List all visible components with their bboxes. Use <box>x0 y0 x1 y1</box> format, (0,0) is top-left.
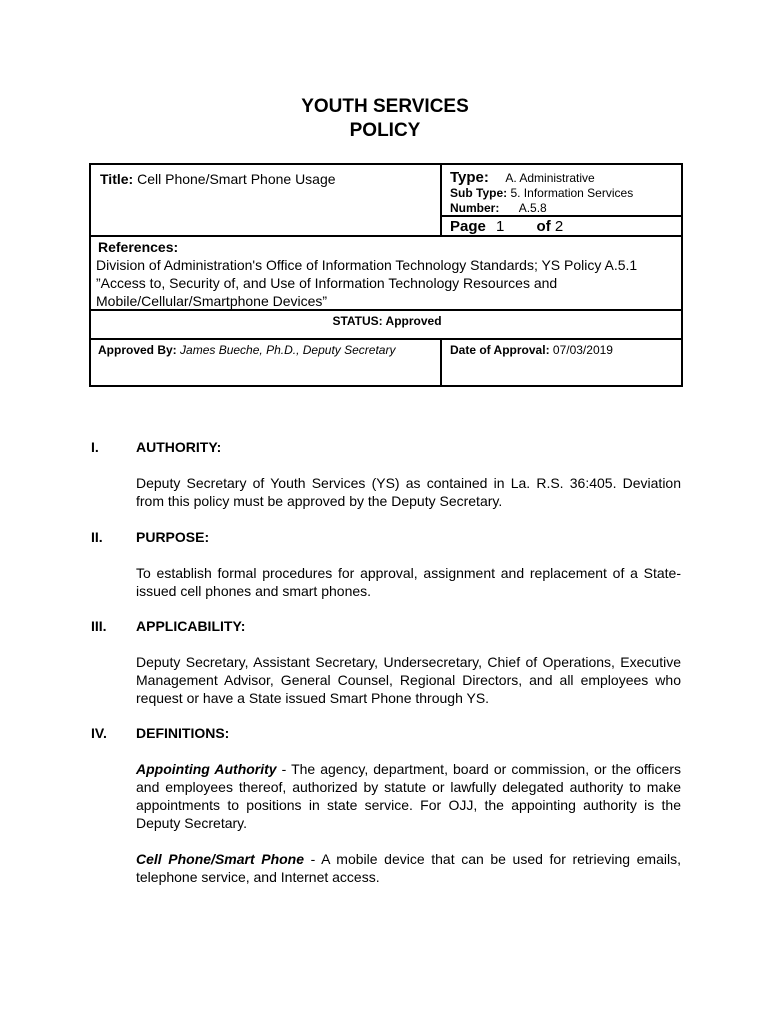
approved-by-field <box>98 343 395 357</box>
number-label: Number: <box>450 201 500 215</box>
definition-term: Cell Phone/Smart Phone <box>136 851 305 867</box>
section-2-text: To establish formal procedures for approval, assignment and replacement of a State-issued cell phones and smart phones. <box>136 565 681 599</box>
page-total: 2 <box>554 218 564 235</box>
subtype-field <box>450 186 633 200</box>
number-field <box>450 201 547 215</box>
number-value: A.5.8 <box>518 201 547 215</box>
page-of-label: of <box>536 218 551 235</box>
document-title-line2: POLICY <box>349 120 421 141</box>
approval-date-value: 07/03/2019 <box>552 343 613 357</box>
title-label: Title: <box>100 171 134 187</box>
definition-appointing-authority <box>136 760 681 832</box>
subtype-label: Sub Type: <box>450 186 508 200</box>
type-field <box>450 169 595 187</box>
definition-cell-phone <box>136 850 681 886</box>
approval-date-label: Date of Approval: <box>450 343 550 357</box>
table-divider-bottom <box>440 340 442 387</box>
section-1-text: Deputy Secretary of Youth Services (YS) as contained in La. R.S. 36:405. Deviation from this policy must be approved by the Deputy Secretary. <box>136 475 681 509</box>
type-value: A. Administrative <box>505 171 595 185</box>
table-divider-top <box>440 165 442 237</box>
policy-header-table <box>89 163 683 387</box>
page-value: 1 <box>496 218 505 235</box>
section-2-title: PURPOSE: <box>136 529 210 545</box>
subtype-value: 5. Information Services <box>510 186 634 200</box>
section-1-title: AUTHORITY: <box>136 439 222 455</box>
approval-date-field <box>450 343 613 357</box>
references-label: References: <box>98 239 179 255</box>
references-text: Division of Administration's Office of Information Technology Standards; YS Policy A.5.1 ”Access to, Security of, and Use of Information Technology Resources and Mobile/Cellular/Smartphone Devices” <box>96 257 638 309</box>
table-rule-page <box>440 215 683 217</box>
title-value: Cell Phone/Smart Phone Usage <box>137 171 336 187</box>
table-rule-references <box>91 235 683 237</box>
table-rule-approval <box>91 338 683 340</box>
status-value: Approved <box>385 314 442 328</box>
section-4-title: DEFINITIONS: <box>136 725 230 741</box>
type-label: Type: <box>450 169 489 186</box>
section-4-number: IV. <box>91 725 107 741</box>
page-field <box>450 218 563 235</box>
status-field <box>91 314 683 328</box>
section-3-text: Deputy Secretary, Assistant Secretary, Undersecretary, Chief of Operations, Executive Management Advisor, General Counsel, Regional Directors, and all employees who request or have a State issued Smart Phone through YS. <box>136 654 681 706</box>
page-label: Page <box>450 218 486 235</box>
title-field <box>100 171 336 187</box>
section-1-number: I. <box>91 439 99 455</box>
definition-text: - The agency, department, board or commission, or the officers and employees thereof, authorized by statute or lawfully delegated authority to make appointments to positions in state service. For OJJ, the appointing authority is the Deputy Secretary. <box>136 761 681 831</box>
document-title-line1: YOUTH SERVICES <box>301 96 469 117</box>
definition-term: Appointing Authority <box>136 761 277 777</box>
section-2-number: II. <box>91 529 103 545</box>
section-3-number: III. <box>91 618 107 634</box>
approved-by-value: James Bueche, Ph.D., Deputy Secretary <box>180 343 396 357</box>
status-label: STATUS: <box>332 314 383 328</box>
approved-by-label: Approved By: <box>98 343 177 357</box>
section-3-title: APPLICABILITY: <box>136 618 246 634</box>
definition-text: - A mobile device that can be used for retrieving emails, telephone service, and Internet access. <box>136 851 681 885</box>
